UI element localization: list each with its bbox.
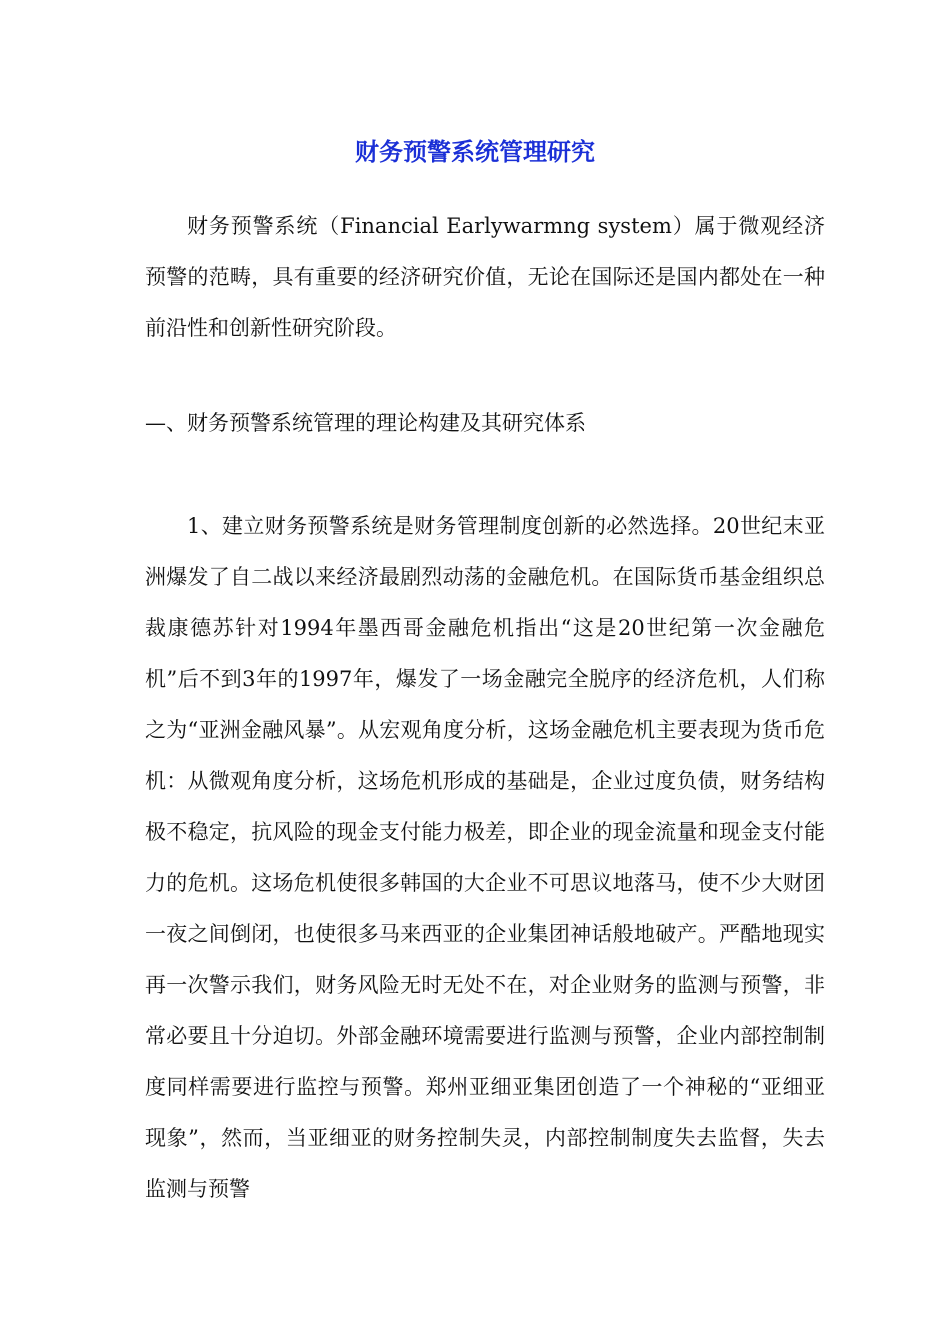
intro-paragraph: 财务预警系统（Financial Earlywarmng system）属于微观经济预警的范畴，具有重要的经济研究价值，无论在国际还是国内都处在一种前沿性和创新性研究阶段。 [145,214,825,340]
document-title: 财务预警系统管理研究 [355,137,595,166]
body-paragraph: 1、建立财务预警系统是财务管理制度创新的必然选择。20世纪末亚洲爆发了自二战以来经济最剧烈动荡的金融危机。在国际货币基金组织总裁康德苏针对1994年墨西哥金融危机指出“这是20世纪第一次金融危机”后不到3年的1997年，爆发了一场金融完全脱序的经济危机，人们称之为“亚洲金融风暴”。从宏观角度分析，这场金融危机主要表现为货币危机：从微观角度分析，这场危机形成的基础是，企业过度负债，财务结构极不稳定，抗风险的现金支付能力极差，即企业的现金流量和现金支付能力的危机。这场危机使很多韩国的大企业不可思议地落马，使不少大财团一夜之间倒闭，也使很多马来西亚的企业集团神话般地破产。严酷地现实再一次警示我们，财务风险无时无处不在，对企业财务的监测与预警，非常必要且十分迫切。外部金融环境需要进行监测与预警，企业内部控制制度同样需要进行监控与预警。郑州亚细亚集团创造了一个神秘的“亚细亚现象”，然而，当亚细亚的财务控制失灵，内部控制制度失去监督，失去监测与预警 [145,514,825,1201]
section-heading: —、财务预警系统管理的理论构建及其研究体系 [145,411,586,435]
